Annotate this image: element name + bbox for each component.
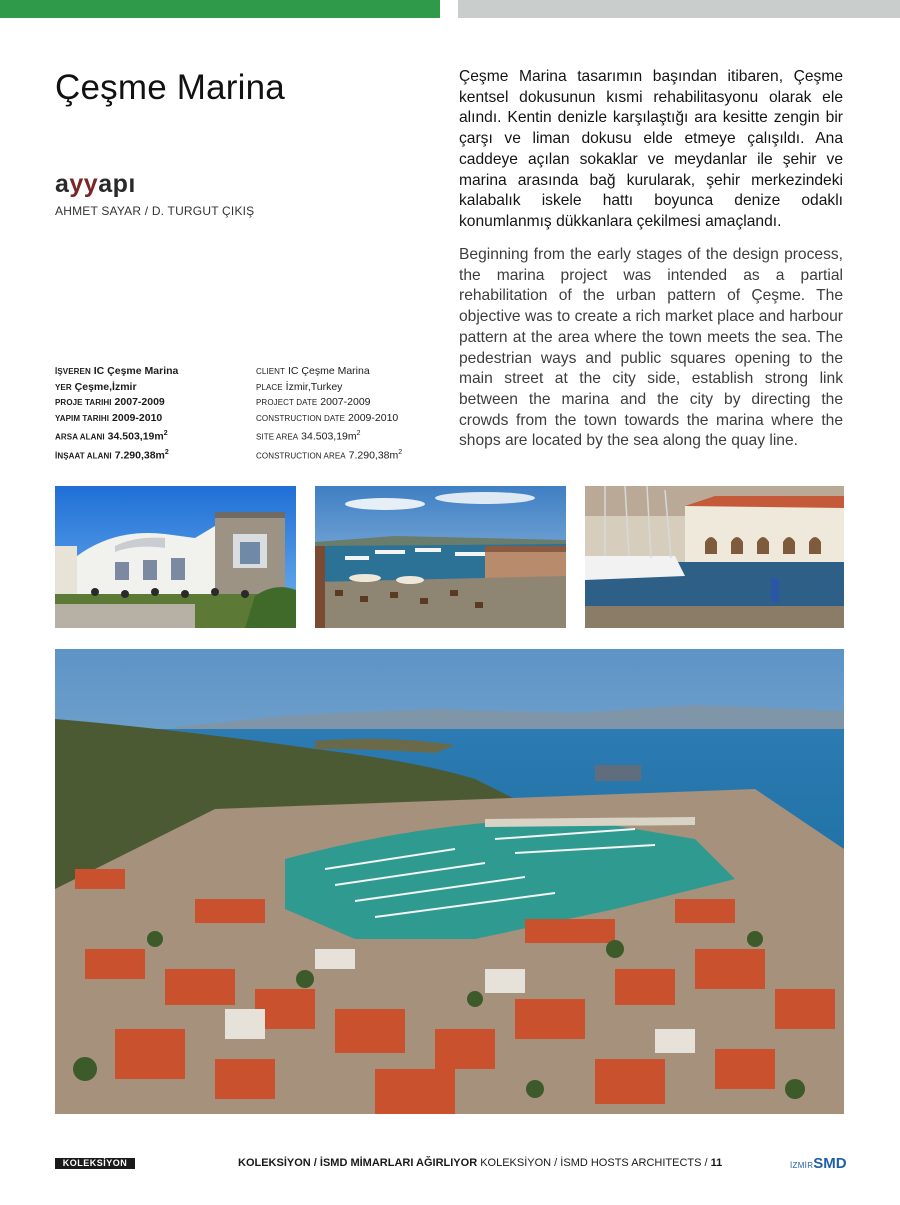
fact-key: CONSTRUCTION DATE [256,413,346,423]
architects-names: AHMET SAYAR / D. TURGUT ÇIKIŞ [55,204,255,218]
fact-sup: 2 [163,430,168,438]
header-green-bar [0,0,440,18]
fact-value: İzmir,Turkey [285,380,343,393]
photo-aerial-view [55,649,844,1114]
firm-logo [55,170,136,199]
page-number: 11 [710,1157,723,1169]
fact-row [55,445,255,464]
fact-sup: 2 [164,449,169,457]
footer-running-title [238,1157,722,1169]
logo-prefix: a [55,170,70,198]
fact-value: Çeşme,İzmir [74,380,137,393]
fact-row [55,364,255,380]
footer-title-tr: KOLEKSİYON / İSMD MİMARLARI AĞIRLIYOR [238,1157,478,1169]
fact-row [256,411,446,427]
fact-key: ARSA ALANI [55,432,105,442]
body-text-turkish: Çeşme Marina tasarımın başından itibaren, Çeşme kentsel dokusunun kısmi rehabilitasyonu olarak ele alındı. Kentin denizle karşılaştığı ara kesitte zengin bir çarşı ve liman dokusu elde etmeye çalışıldı. Ana caddeye açılan sokaklar ve meydanlar ile şehir ve marina arasında bağ kurularak, şehir merkezindeki kalabalık iskele hattı boyunca denize odaklı konumlanmış dükkanlara çekilmesi amaçlandı. [459,68,843,230]
project-facts-english [256,364,446,465]
fact-sup: 2 [356,430,361,438]
fact-key: YER [55,382,72,392]
page-title: Çeşme Marina [55,68,285,107]
fact-value: 2009-2010 [348,411,399,424]
fact-row [256,445,446,464]
fact-value: 2009-2010 [112,411,163,424]
fact-value: 7.290,38m [348,449,399,462]
fact-key: CONSTRUCTION AREA [256,451,346,461]
fact-value: 34.503,19m [301,430,357,443]
logo-middle: yy [69,170,99,198]
fact-key: İŞVEREN [55,367,91,376]
fact-key: SITE AREA [256,432,299,442]
project-facts-turkish [55,364,255,465]
fact-row [256,426,446,445]
fact-value: IC Çeşme Marina [93,365,179,377]
fact-row [55,395,255,411]
photo-harbour-cafe [315,486,566,628]
fact-value: 34.503,19m [107,430,164,443]
fact-value: IC Çeşme Marina [287,365,370,377]
photo-boats-shops [585,486,844,628]
header-grey-bar [458,0,900,18]
fact-key: PLACE [256,382,283,392]
footer-title-en: KOLEKSİYON / İSMD HOSTS ARCHITECTS / [477,1157,711,1169]
photo-marina-building [55,486,296,628]
brand-small: İZMİR [790,1161,814,1170]
footer-izmir-smd-logo [790,1155,847,1173]
fact-row [256,380,446,396]
brand-big: SMD [813,1155,847,1172]
fact-key: YAPIM TARIHI [55,413,110,423]
body-text-english: Beginning from the early stages of the design process, the marina project was intended as a partial rehabilitation of the urban pattern of Çeşme. The objective was to create a rich market place and harbour pattern at the area where the town meets the sea. The pedestrian ways and public squares opening to the main street at the city side, establish strong link between the marina and the city by directing the crowds from the town towards the marina where the shops are located by the sea along the quay line. [459,246,843,450]
fact-key: İNŞAAT ALANI [55,451,112,461]
fact-key: PROJECT DATE [256,398,318,408]
fact-value: 2007-2009 [114,396,165,409]
fact-row [256,364,446,380]
fact-row [256,395,446,411]
logo-suffix: apı [98,170,136,198]
fact-row [55,426,255,445]
fact-value: 2007-2009 [320,396,371,409]
fact-row [55,411,255,427]
fact-row [55,380,255,396]
fact-key: CLIENT [256,367,286,376]
fact-sup: 2 [398,449,403,457]
fact-key: PROJE TARIHI [55,398,112,408]
fact-value: 7.290,38m [114,449,165,462]
footer-koleksiyon-logo: KOLEKSİYON [55,1158,135,1169]
